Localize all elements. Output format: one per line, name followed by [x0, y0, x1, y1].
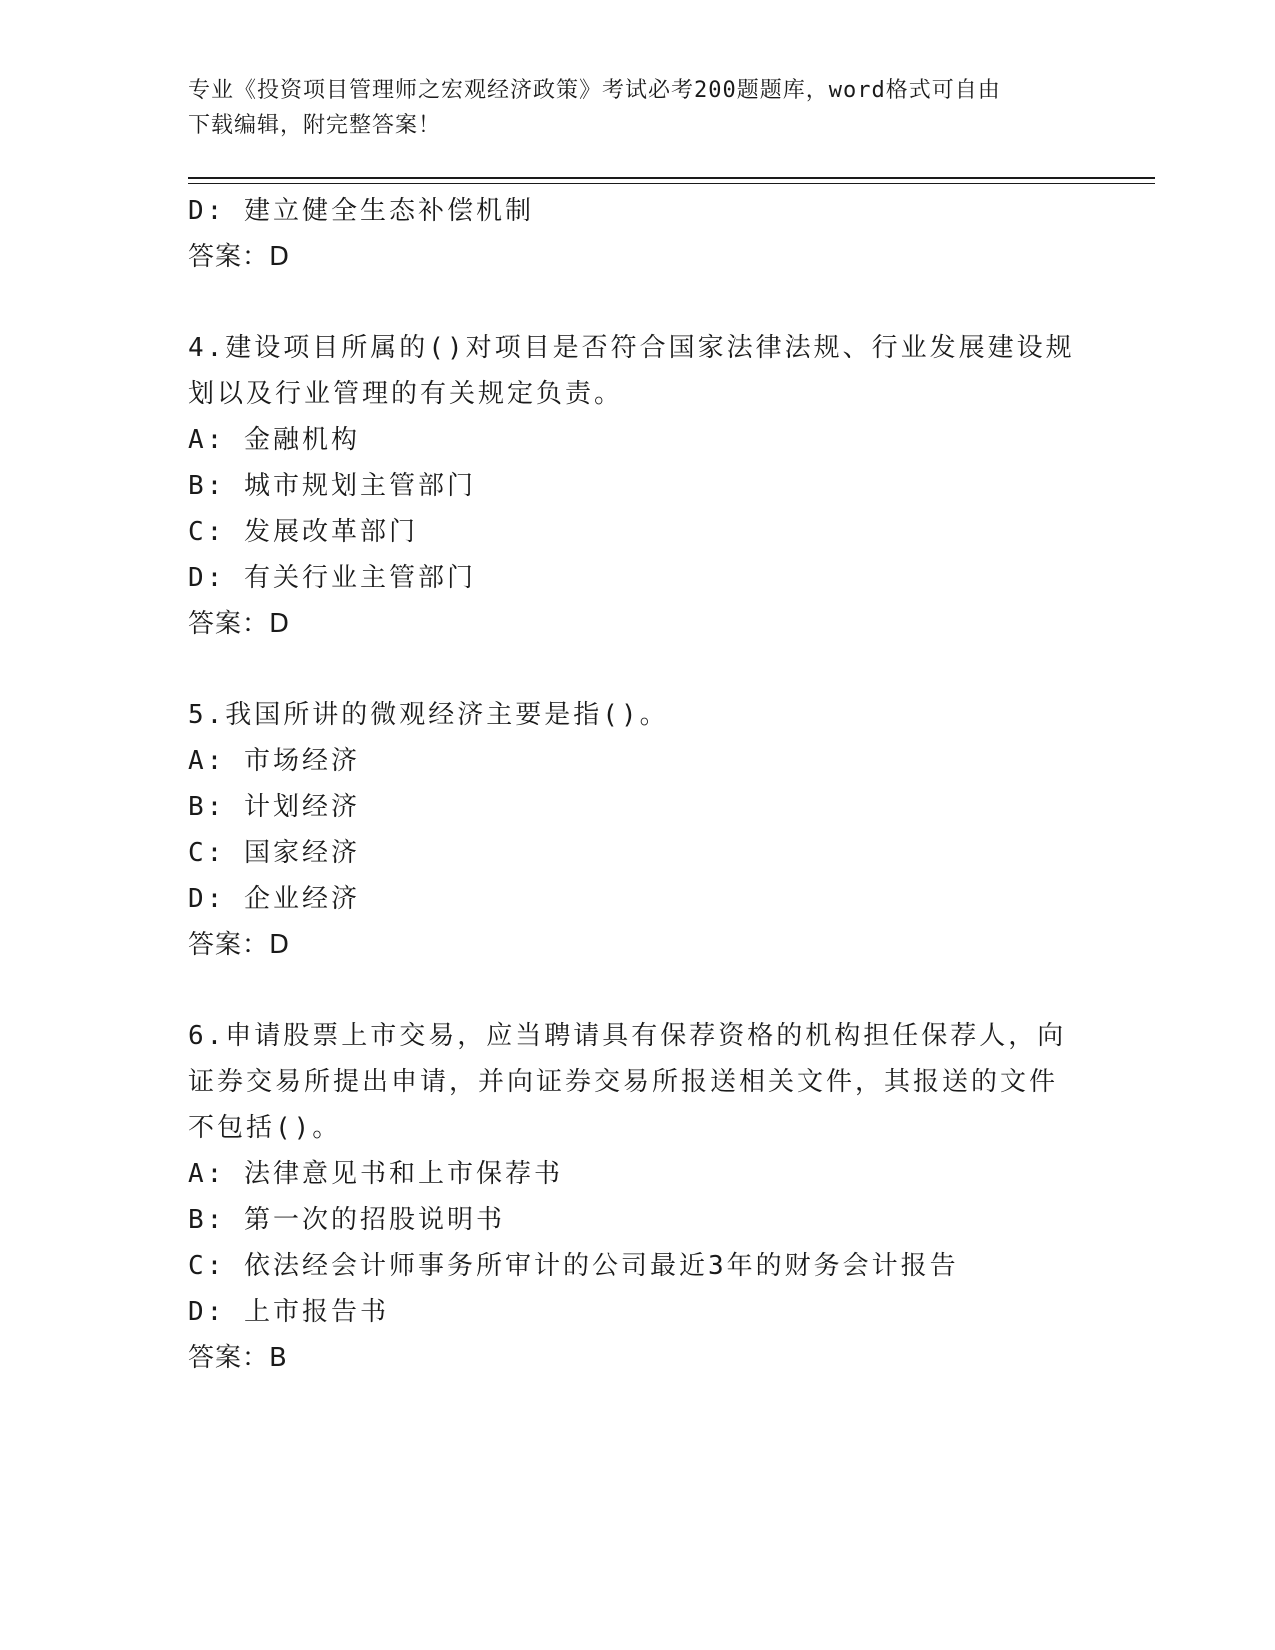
option-c: C: 依法经会计师事务所审计的公司最近3年的财务会计报告 [188, 1251, 959, 1281]
option-c: C: 国家经济 [188, 838, 360, 868]
question-text-line: 划以及行业管理的有关规定负责。 [188, 379, 624, 409]
option-a: A: 市场经济 [188, 746, 360, 776]
answer-label: 答案：B [188, 1343, 288, 1373]
question-6-block [188, 1013, 1068, 1381]
question-text-line: 6.申请股票上市交易，应当聘请具有保荐资格的机构担任保荐人，向 [188, 1021, 1067, 1051]
question-4-block [188, 325, 1075, 647]
answer-label: 答案：D [188, 930, 291, 960]
header-divider-thin [188, 183, 1155, 184]
option-d: D: 企业经济 [188, 884, 360, 914]
spacer [188, 280, 1068, 325]
document-header [188, 73, 1068, 143]
question-5-block [188, 692, 1068, 968]
answer-label: 答案：D [188, 609, 291, 639]
question-text-line: 4.建设项目所属的()对项目是否符合国家法律法规、行业发展建设规 [188, 333, 1075, 363]
header-line-1: 专业《投资项目管理师之宏观经济政策》考试必考200题题库，word格式可自由 [188, 78, 1001, 103]
spacer [188, 647, 1068, 692]
option-b: B: 计划经济 [188, 792, 360, 822]
option-d: D: 建立健全生态补偿机制 [188, 196, 534, 226]
question-text-line: 5.我国所讲的微观经济主要是指()。 [188, 700, 669, 730]
prev-question-block [188, 188, 1068, 280]
question-text-line: 证券交易所提出申请，并向证券交易所报送相关文件，其报送的文件 [188, 1067, 1059, 1097]
answer-label: 答案：D [188, 242, 291, 272]
header-divider-thick [188, 177, 1155, 179]
option-d: D: 上市报告书 [188, 1297, 389, 1327]
option-a: A: 金融机构 [188, 425, 360, 455]
option-b: B: 第一次的招股说明书 [188, 1205, 505, 1235]
question-list [188, 188, 1075, 1381]
option-c: C: 发展改革部门 [188, 517, 418, 547]
option-b: B: 城市规划主管部门 [188, 471, 476, 501]
header-line-2: 下载编辑，附完整答案！ [188, 113, 442, 138]
question-text-line: 不包括()。 [188, 1113, 342, 1143]
option-d: D: 有关行业主管部门 [188, 563, 476, 593]
option-a: A: 法律意见书和上市保荐书 [188, 1159, 563, 1189]
spacer [188, 968, 1068, 1013]
